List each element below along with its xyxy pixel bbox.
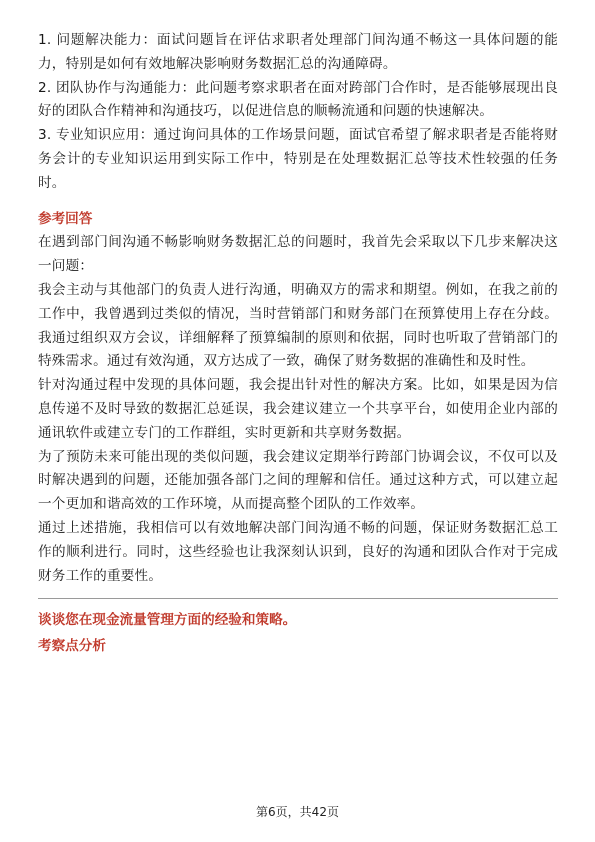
section-divider: [38, 598, 558, 599]
answer-heading: 参考回答: [38, 210, 93, 227]
page-footer: 第6页，共42页: [256, 805, 339, 819]
point-2: 2. 团队协作与沟通能力：此问题考察求职者在面对跨部门合作时，是否能够展现出良好的团队合作精神和沟通技巧，以促进信息的顺畅流通和问题的快速解决。: [38, 79, 558, 120]
next-question: 谈谈您在现金流量管理方面的经验和策略。: [38, 612, 297, 629]
answer-paragraph: 针对沟通过程中发现的具体问题，我会提出针对性的解决方案。比如，如果是因为信息传递不及时导致的数据汇总延误，我会建议建立一个共享平台，如使用企业内部的通讯软件或建立专门的工作群组，实时更新和共享财务数据。: [38, 377, 558, 441]
point-3: 3. 专业知识应用：通过询问具体的工作场景问题，面试官希望了解求职者是否能将财务会计的专业知识运用到实际工作中，特别是在处理数据汇总等技术性较强的任务时。: [38, 127, 558, 191]
point-1: 1. 问题解决能力：面试问题旨在评估求职者处理部门间沟通不畅这一具体问题的能力，特别是如何有效地解决影响财务数据汇总的沟通障碍。: [38, 32, 558, 72]
page-content: [38, 29, 558, 659]
answer-paragraph: 在遇到部门间沟通不畅影响财务数据汇总的问题时，我首先会采取以下几步来解决这一问题：: [38, 234, 558, 275]
answer-paragraph: 为了预防未来可能出现的类似问题，我会建议定期举行跨部门协调会议，不仅可以及时解决遇到的问题，还能加强各部门之间的理解和信任。通过这种方式，可以建立起一个更加和谐高效的工作环境，从而提高整个团队的工作效率。: [38, 448, 558, 513]
answer-paragraph: 我会主动与其他部门的负责人进行沟通，明确双方的需求和期望。例如，在我之前的工作中，我曾遇到过类似的情况，当时营销部门和财务部门在预算使用上存在分歧。我通过组织双方会议，详细解释了预算编制的原则和依据，同时也听取了营销部门的特殊需求。通过有效沟通，双方达成了一致，确保了财务数据的准确性和及时性。: [38, 281, 558, 370]
answer-paragraph: 通过上述措施，我相信可以有效地解决部门间沟通不畅的问题，保证财务数据汇总工作的顺利进行。同时，这些经验也让我深刻认识到，良好的沟通和团队合作对于完成财务工作的重要性。: [38, 519, 558, 584]
next-heading: 考察点分析: [38, 638, 106, 655]
